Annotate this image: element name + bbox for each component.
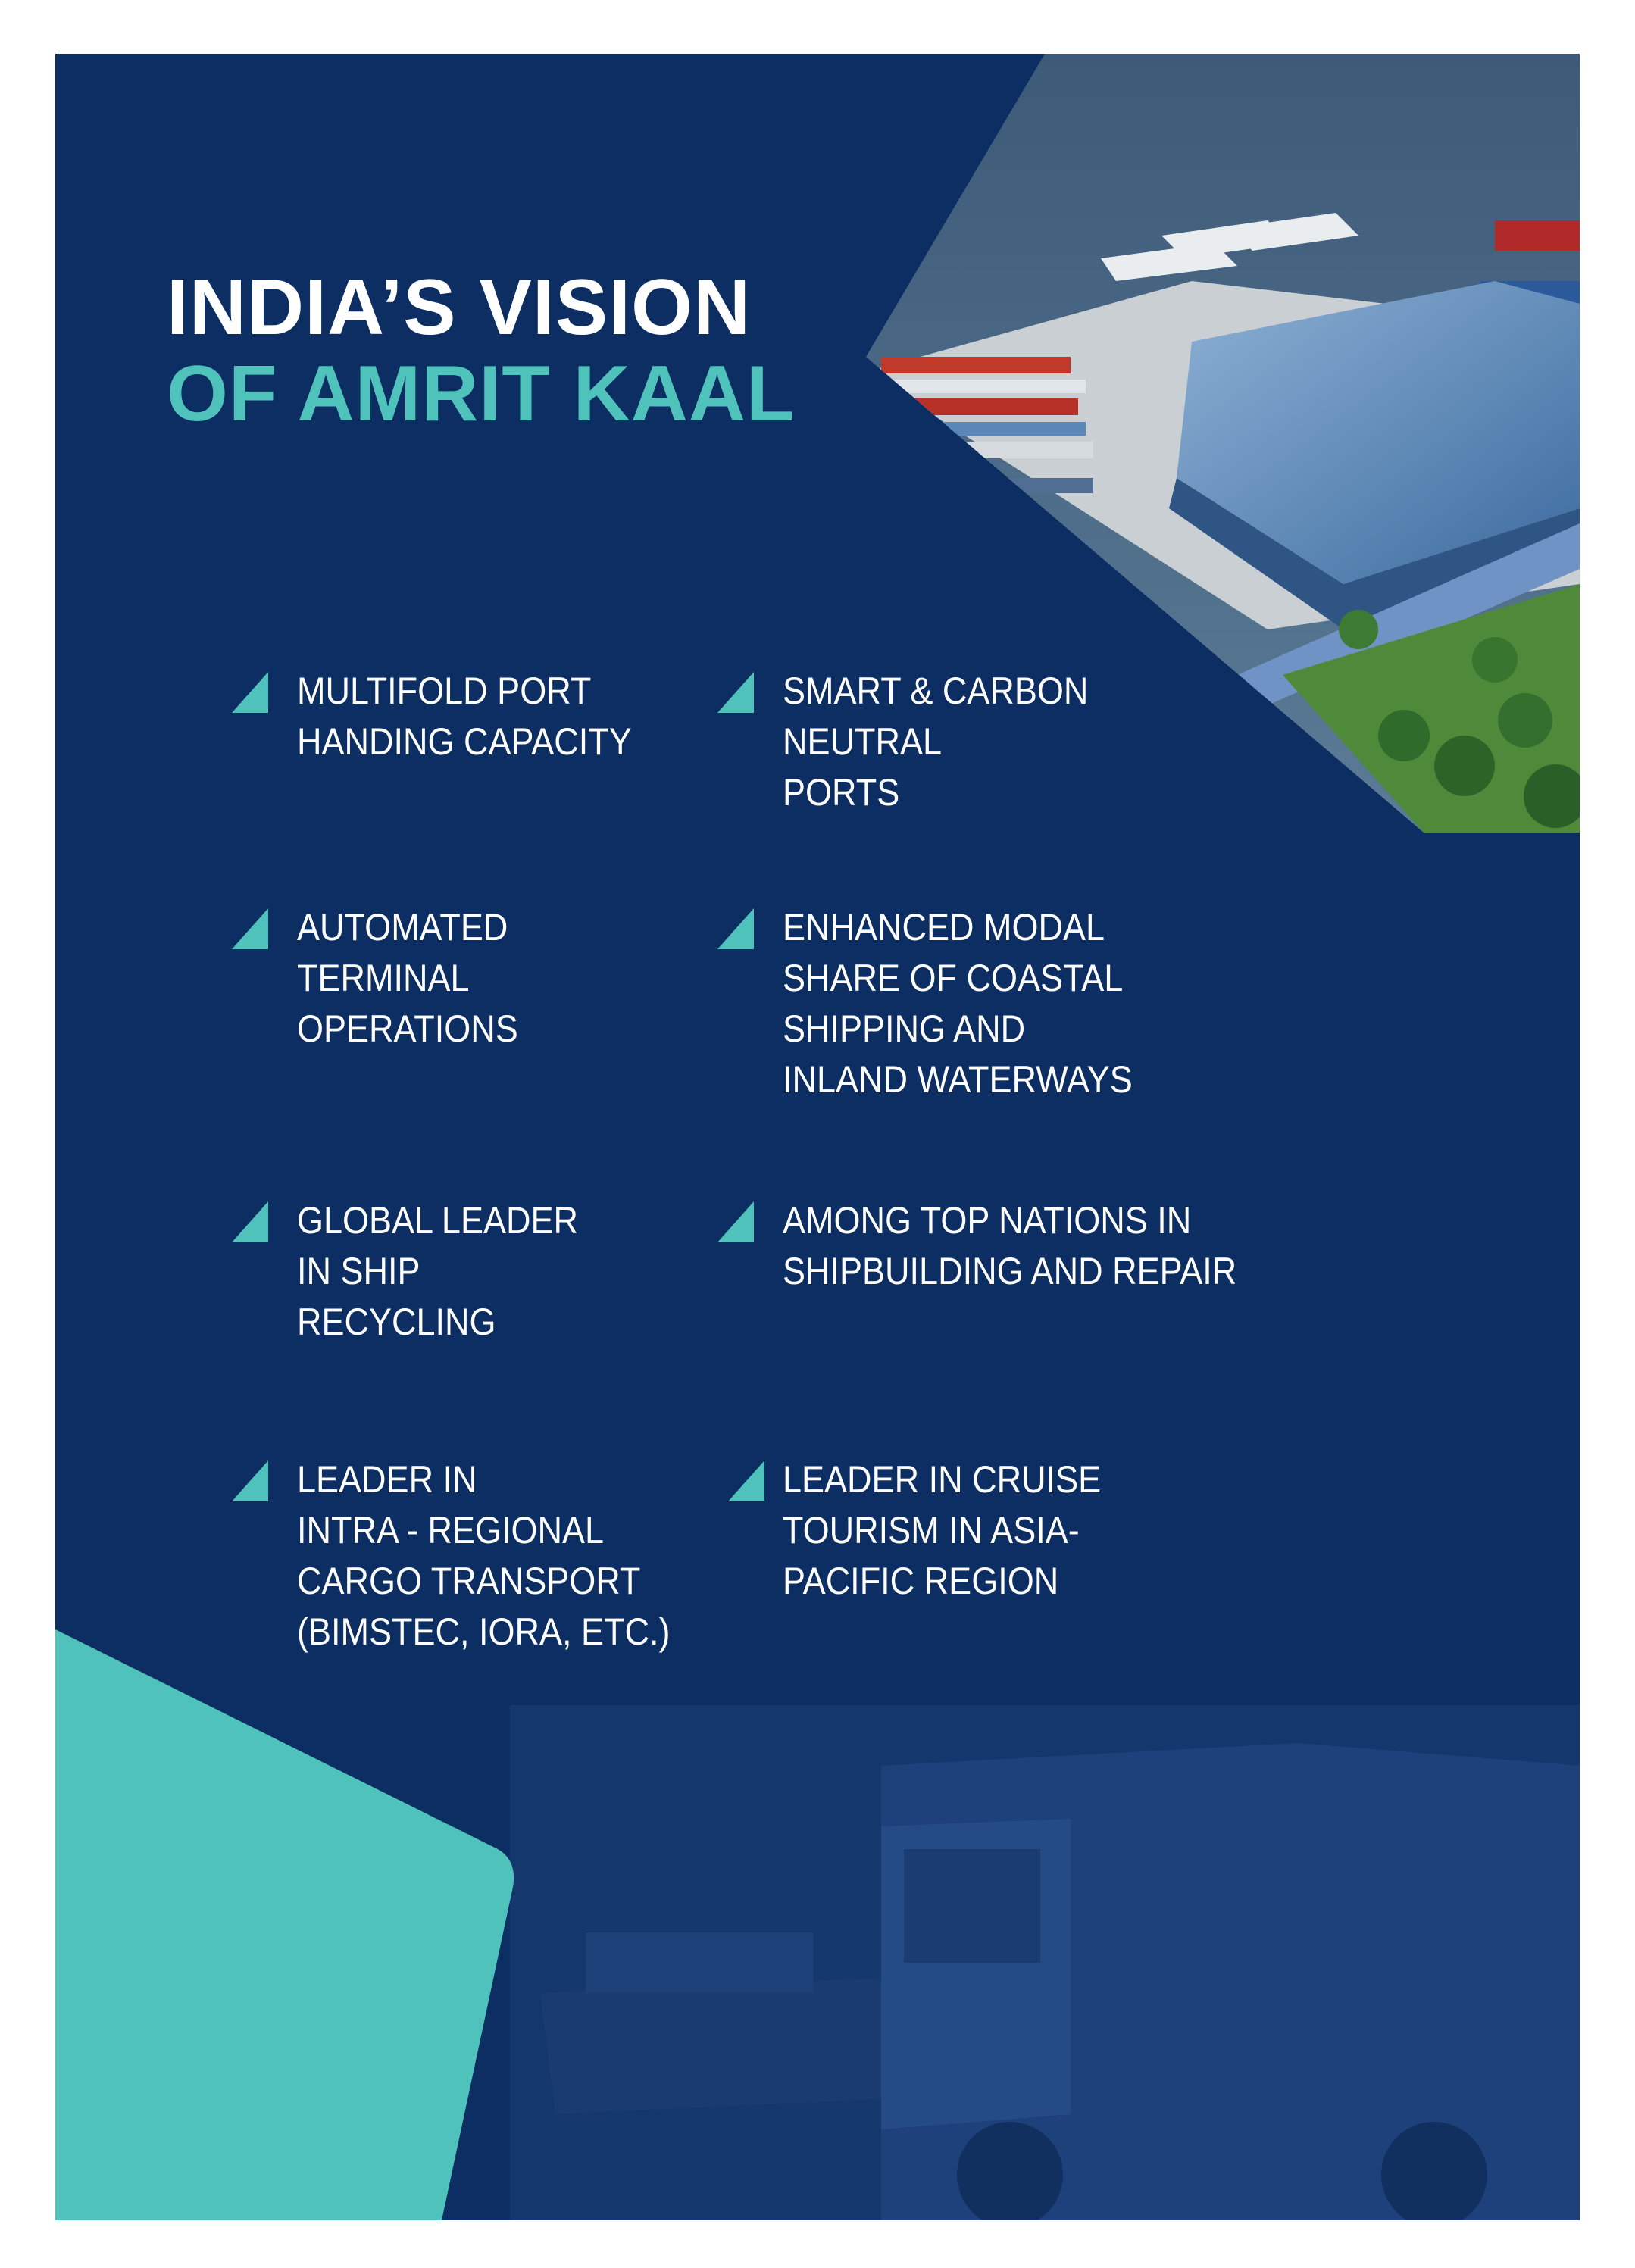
teal-triangle-bullet-icon xyxy=(717,908,754,949)
vision-item-text: SMART & CARBON NEUTRAL PORTS xyxy=(783,670,1089,814)
poster-panel xyxy=(55,54,1580,2220)
teal-triangle-bullet-icon xyxy=(232,672,268,713)
vision-item-text: LEADER IN INTRA - REGIONAL CARGO TRANSPORT (BIMSTEC, IORA, ETC.) xyxy=(297,1458,671,1653)
vision-item-text: MULTIFOLD PORT HANDING CAPACITY xyxy=(297,670,632,763)
teal-triangle-bullet-icon xyxy=(717,1201,754,1242)
title-line-1: INDIA’S VISION xyxy=(167,264,752,351)
teal-corner-shape xyxy=(55,1629,514,2220)
teal-triangle-bullet-icon xyxy=(717,672,754,713)
teal-triangle-bullet-icon xyxy=(728,1460,764,1501)
vision-item-text: AUTOMATED TERMINAL OPERATIONS xyxy=(297,906,518,1050)
truck-ship-photo xyxy=(510,1705,1580,2220)
teal-triangle-bullet-icon xyxy=(232,908,268,949)
teal-triangle-bullet-icon xyxy=(232,1201,268,1242)
vision-item-text: LEADER IN CRUISE TOURISM IN ASIA- PACIFIC REGION xyxy=(783,1458,1102,1602)
vision-item-text: ENHANCED MODAL SHARE OF COASTAL SHIPPING AND INLAND WATERWAYS xyxy=(783,906,1133,1101)
page-title xyxy=(167,264,795,437)
title-line-2: OF AMRIT KAAL xyxy=(167,350,796,438)
vision-item-text: AMONG TOP NATIONS IN SHIPBUILDING AND REPAIR xyxy=(783,1199,1237,1292)
teal-triangle-bullet-icon xyxy=(232,1460,268,1501)
vision-item-text: GLOBAL LEADER IN SHIP RECYCLING xyxy=(297,1199,578,1343)
